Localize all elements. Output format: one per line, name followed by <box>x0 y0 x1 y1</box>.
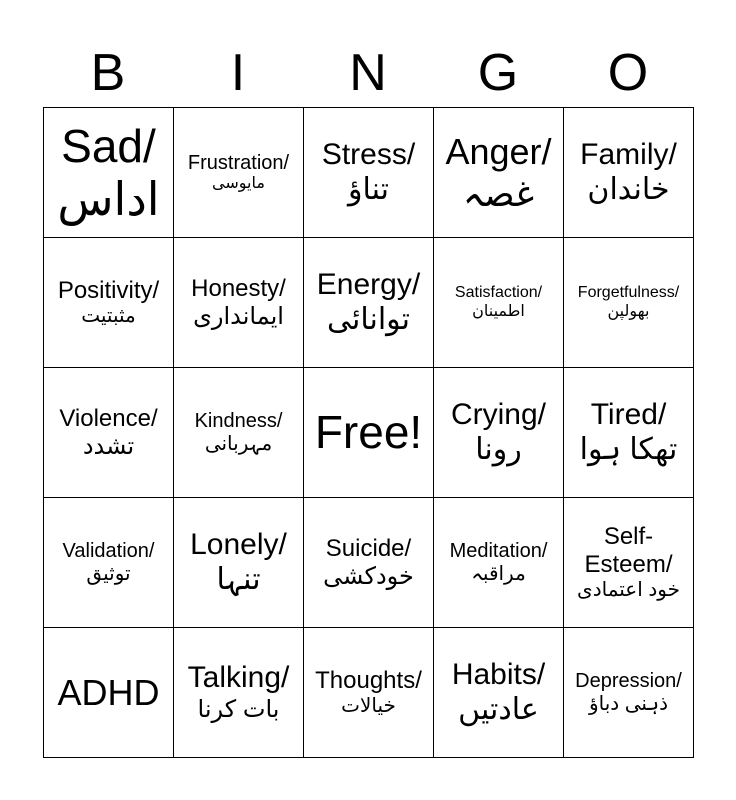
cell-english-text: Family/ <box>580 138 677 171</box>
cell-english-text: Validation/ <box>62 539 155 562</box>
cell-urdu-text: تشدد <box>82 432 135 460</box>
bingo-cell-stress[interactable] <box>304 108 434 238</box>
bingo-cell-habits[interactable] <box>434 628 564 758</box>
bingo-cell-sad[interactable] <box>44 108 174 238</box>
header-letter-n: N <box>349 44 387 102</box>
cell-urdu-text: ذہنی دباؤ <box>588 692 669 715</box>
bingo-cell-talking[interactable] <box>174 628 304 758</box>
cell-english-text: ADHD <box>57 671 160 713</box>
cell-urdu-text: خود اعتمادی <box>577 578 680 601</box>
bingo-cell-free[interactable] <box>304 368 434 498</box>
bingo-cell-honesty[interactable] <box>174 238 304 368</box>
cell-urdu-text: اطمینان <box>472 302 525 320</box>
bingo-cell-suicide[interactable] <box>304 498 434 628</box>
bingo-cell-adhd[interactable] <box>44 628 174 758</box>
cell-urdu-text: خیالات <box>341 694 396 717</box>
cell-english-text: Violence/ <box>59 404 158 432</box>
cell-urdu-text: بات کرنا <box>197 695 280 723</box>
cell-urdu-text: عادتیں <box>458 692 539 726</box>
cell-english-text: Satisfaction/ <box>454 284 543 302</box>
bingo-cell-lonely[interactable] <box>174 498 304 628</box>
cell-english-text: Self- Esteem/ <box>584 523 673 578</box>
cell-english-text: Positivity/ <box>57 277 160 305</box>
cell-urdu-text: مایوسی <box>212 174 265 192</box>
bingo-cell-self-esteem[interactable] <box>564 498 694 628</box>
cell-urdu-text: خودکشی <box>323 562 414 590</box>
cell-english-text: Stress/ <box>321 138 416 171</box>
bingo-header <box>43 40 693 106</box>
bingo-cell-depression[interactable] <box>564 628 694 758</box>
cell-english-text: Energy/ <box>316 268 421 301</box>
cell-english-text: Suicide/ <box>325 534 412 562</box>
cell-urdu-text: تنہا <box>216 562 261 596</box>
cell-english-text: Forgetfulness/ <box>577 284 680 302</box>
header-letter-g: G <box>477 44 519 102</box>
bingo-cell-forgetfulness[interactable] <box>564 238 694 368</box>
bingo-cell-violence[interactable] <box>44 368 174 498</box>
cell-urdu-text: مراقبہ <box>471 562 526 585</box>
bingo-cell-meditation[interactable] <box>434 498 564 628</box>
cell-english-text: Sad/ <box>61 119 156 172</box>
cell-english-text: Crying/ <box>450 398 547 431</box>
bingo-cell-thoughts[interactable] <box>304 628 434 758</box>
bingo-cell-energy[interactable] <box>304 238 434 368</box>
bingo-cell-tired[interactable] <box>564 368 694 498</box>
bingo-cell-anger[interactable] <box>434 108 564 238</box>
cell-urdu-text: مہربانی <box>204 432 273 455</box>
cell-urdu-text: رونا <box>475 432 522 466</box>
bingo-board <box>43 107 694 758</box>
bingo-cell-positivity[interactable] <box>44 238 174 368</box>
header-letter-i: I <box>230 44 246 102</box>
cell-urdu-text: بھولپن <box>607 302 650 320</box>
cell-urdu-text: تناؤ <box>347 172 390 206</box>
free-space-label: Free! <box>314 406 423 459</box>
cell-urdu-text: خاندان <box>587 172 670 206</box>
cell-urdu-text: مثبتیت <box>81 304 136 327</box>
cell-urdu-text: تھکا ہوا <box>579 432 678 466</box>
cell-english-text: Talking/ <box>187 661 290 695</box>
bingo-cell-family[interactable] <box>564 108 694 238</box>
bingo-cell-kindness[interactable] <box>174 368 304 498</box>
cell-english-text: Depression/ <box>575 669 682 692</box>
header-letter-b: B <box>90 44 126 102</box>
cell-english-text: Lonely/ <box>190 528 287 561</box>
cell-english-text: Tired/ <box>590 398 667 431</box>
cell-english-text: Thoughts/ <box>315 667 422 695</box>
cell-english-text: Honesty/ <box>191 274 286 302</box>
cell-urdu-text: ایمانداری <box>193 302 284 330</box>
cell-english-text: Habits/ <box>451 658 546 691</box>
cell-english-text: Anger/ <box>445 131 552 173</box>
bingo-cell-satisfaction[interactable] <box>434 238 564 368</box>
cell-urdu-text: توثیق <box>86 562 131 585</box>
bingo-cell-crying[interactable] <box>434 368 564 498</box>
cell-english-text: Kindness/ <box>194 409 283 432</box>
cell-urdu-text: اداس <box>57 172 160 225</box>
header-letter-o: O <box>607 44 649 102</box>
bingo-cell-validation[interactable] <box>44 498 174 628</box>
cell-urdu-text: توانائی <box>326 302 411 336</box>
cell-english-text: Frustration/ <box>187 151 290 174</box>
bingo-cell-frustration[interactable] <box>174 108 304 238</box>
cell-urdu-text: غصہ <box>462 172 535 214</box>
cell-english-text: Meditation/ <box>449 539 548 562</box>
